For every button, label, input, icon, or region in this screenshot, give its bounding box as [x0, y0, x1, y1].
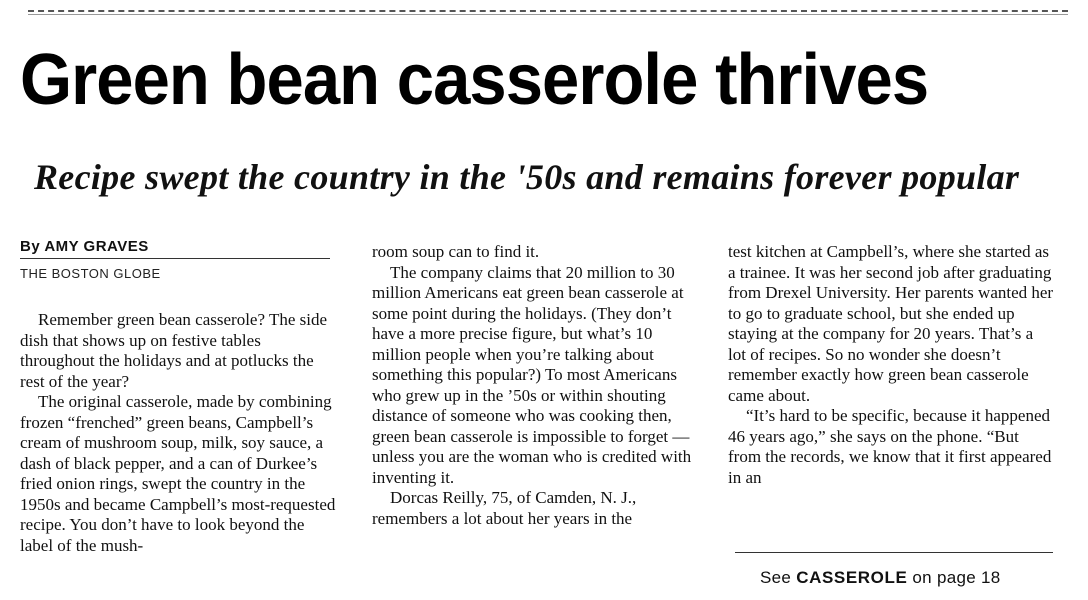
top-rule	[28, 10, 1068, 12]
jump-keyword: CASSEROLE	[796, 568, 908, 587]
paragraph: Remember green bean casserole? The side dish that shows up on festive tables throughout the holidays and at potlucks the rest of the year?	[20, 310, 328, 391]
article-column-2	[372, 242, 702, 529]
jump-page: on page 18	[912, 568, 1001, 587]
paragraph: The original casserole, made by combining frozen “frenched” green beans, Campbell’s cream of mushroom soup, milk, soy sauce, a dash of black pepper, and a can of Durkee’s fried onion rings, swept the country in the 1950s and became Campbell’s most-requested recipe. You don’t have to look beyond the label of the mush-	[20, 392, 336, 555]
article-column-1	[20, 310, 338, 556]
headline: Green bean casserole thrives	[20, 40, 929, 120]
paragraph: The company claims that 20 million to 30 million Americans eat green bean casserole at some point during the holidays. (They don’t have a more precise figure, but what’s 10 million people when you’re talking about something this popular?) To most Americans who grew up in the ’50s or within shouting distance of someone who was cooking then, green bean casserole is impossible to forget — unless you are the woman who is credited with inventing it.	[372, 262, 692, 487]
author-name: AMY GRAVES	[44, 238, 149, 255]
source-credit: THE BOSTON GLOBE	[20, 266, 161, 281]
byline	[20, 238, 330, 259]
byline-prefix: By	[20, 238, 41, 255]
jump-line[interactable]	[760, 568, 1060, 588]
top-rule-thin	[28, 14, 1068, 15]
paragraph: room soup can to find it.	[372, 242, 540, 261]
paragraph: Dorcas Reilly, 75, of Camden, N. J., remembers a lot about her years in the	[372, 488, 637, 528]
paragraph: “It’s hard to be specific, because it happened 46 years ago,” she says on the phone. “But from the records, we know that it first appeared in an	[728, 406, 1052, 487]
subheadline: Recipe swept the country in the '50s and remains forever popular	[34, 157, 1020, 197]
paragraph: test kitchen at Campbell’s, where she started as a trainee. It was her second job after graduating from Drexel University. Her parents wanted her to go to graduate school, but she ended up staying at the company for 20 years. That’s a lot of recipes. So no wonder she doesn’t remember exactly how green bean casserole came about.	[728, 242, 1054, 405]
article-column-3	[728, 242, 1054, 488]
jump-see: See	[760, 568, 792, 587]
jump-rule	[735, 552, 1053, 553]
